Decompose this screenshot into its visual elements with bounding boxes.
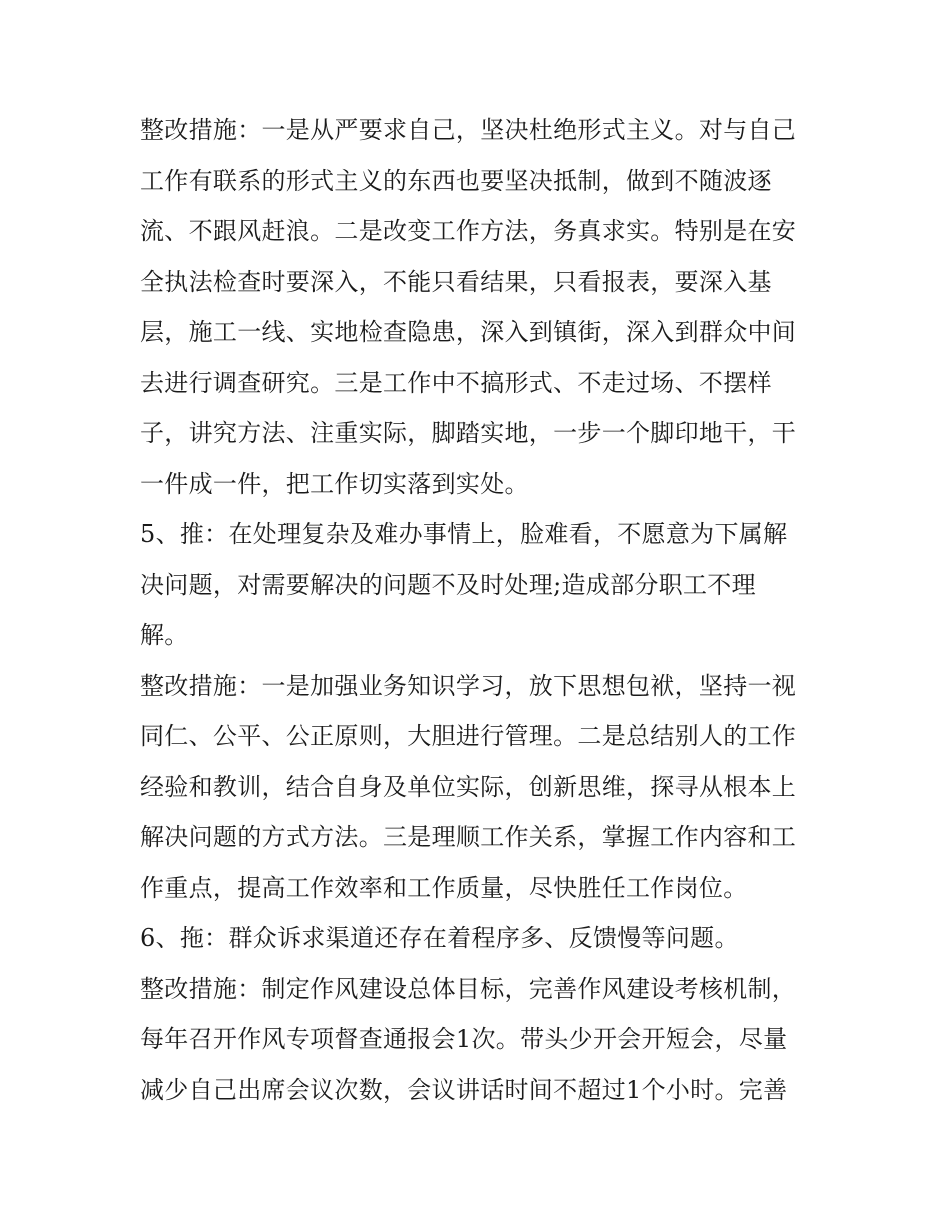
- text-line: 整改措施：制定作风建设总体目标，完善作风建设考核机制，: [140, 974, 797, 1003]
- text-line: 整改措施：一是加强业务知识学习，放下思想包袱，坚持一视: [140, 671, 797, 700]
- text-line: 解。: [140, 621, 189, 649]
- text-line: 整改措施：一是从严要求自己，坚决杜绝形式主义。对与自己: [140, 116, 797, 144]
- text-line: 去进行调查研究。三是工作中不搞形式、不走过场、不摆样: [140, 368, 772, 397]
- text-line: 层，施工一线、实地检查隐患，深入到镇街，深入到群众中间: [140, 318, 797, 346]
- text-line: 减少自己出席会议次数，会议讲话时间不超过1个小时。完善: [140, 1075, 788, 1104]
- text-line: 一件成一件，把工作切实落到实处。: [140, 469, 529, 498]
- text-line: 经验和教训，结合自身及单位实际，创新思维，探寻从根本上: [140, 772, 797, 801]
- text-line: 流、不跟风赶浪。二是改变工作方法，务真求实。特别是在安: [140, 217, 797, 245]
- text-line: 子，讲究方法、注重实际，脚踏实地，一步一个脚印地干，干: [140, 419, 797, 447]
- document-body: [140, 110, 820, 1120]
- text-line: 同仁、公平、公正原则，大胆进行管理。二是总结别人的工作: [140, 722, 797, 750]
- text-line: 作重点，提高工作效率和工作质量，尽快胜任工作岗位。: [140, 873, 748, 902]
- section-heading: 5、推：在处理复杂及难办事情上，脸难看，不愿意为下属解: [140, 520, 788, 548]
- text-line: 解决问题的方式方法。三是理顺工作关系，掌握工作内容和工: [140, 823, 797, 851]
- section-heading: 6、拖：群众诉求渠道还存在着程序多、反馈慢等问题。: [140, 924, 739, 952]
- text-line: 全执法检查时要深入，不能只看结果，只看报表，要深入基: [140, 267, 772, 296]
- text-line: 决问题，对需要解决的问题不及时处理;造成部分职工不理: [140, 570, 756, 599]
- text-line: 每年召开作风专项督查通报会1次。带头少开会开短会，尽量: [140, 1025, 788, 1053]
- text-line: 工作有联系的形式主义的东西也要坚决抵制，做到不随波逐: [140, 166, 772, 195]
